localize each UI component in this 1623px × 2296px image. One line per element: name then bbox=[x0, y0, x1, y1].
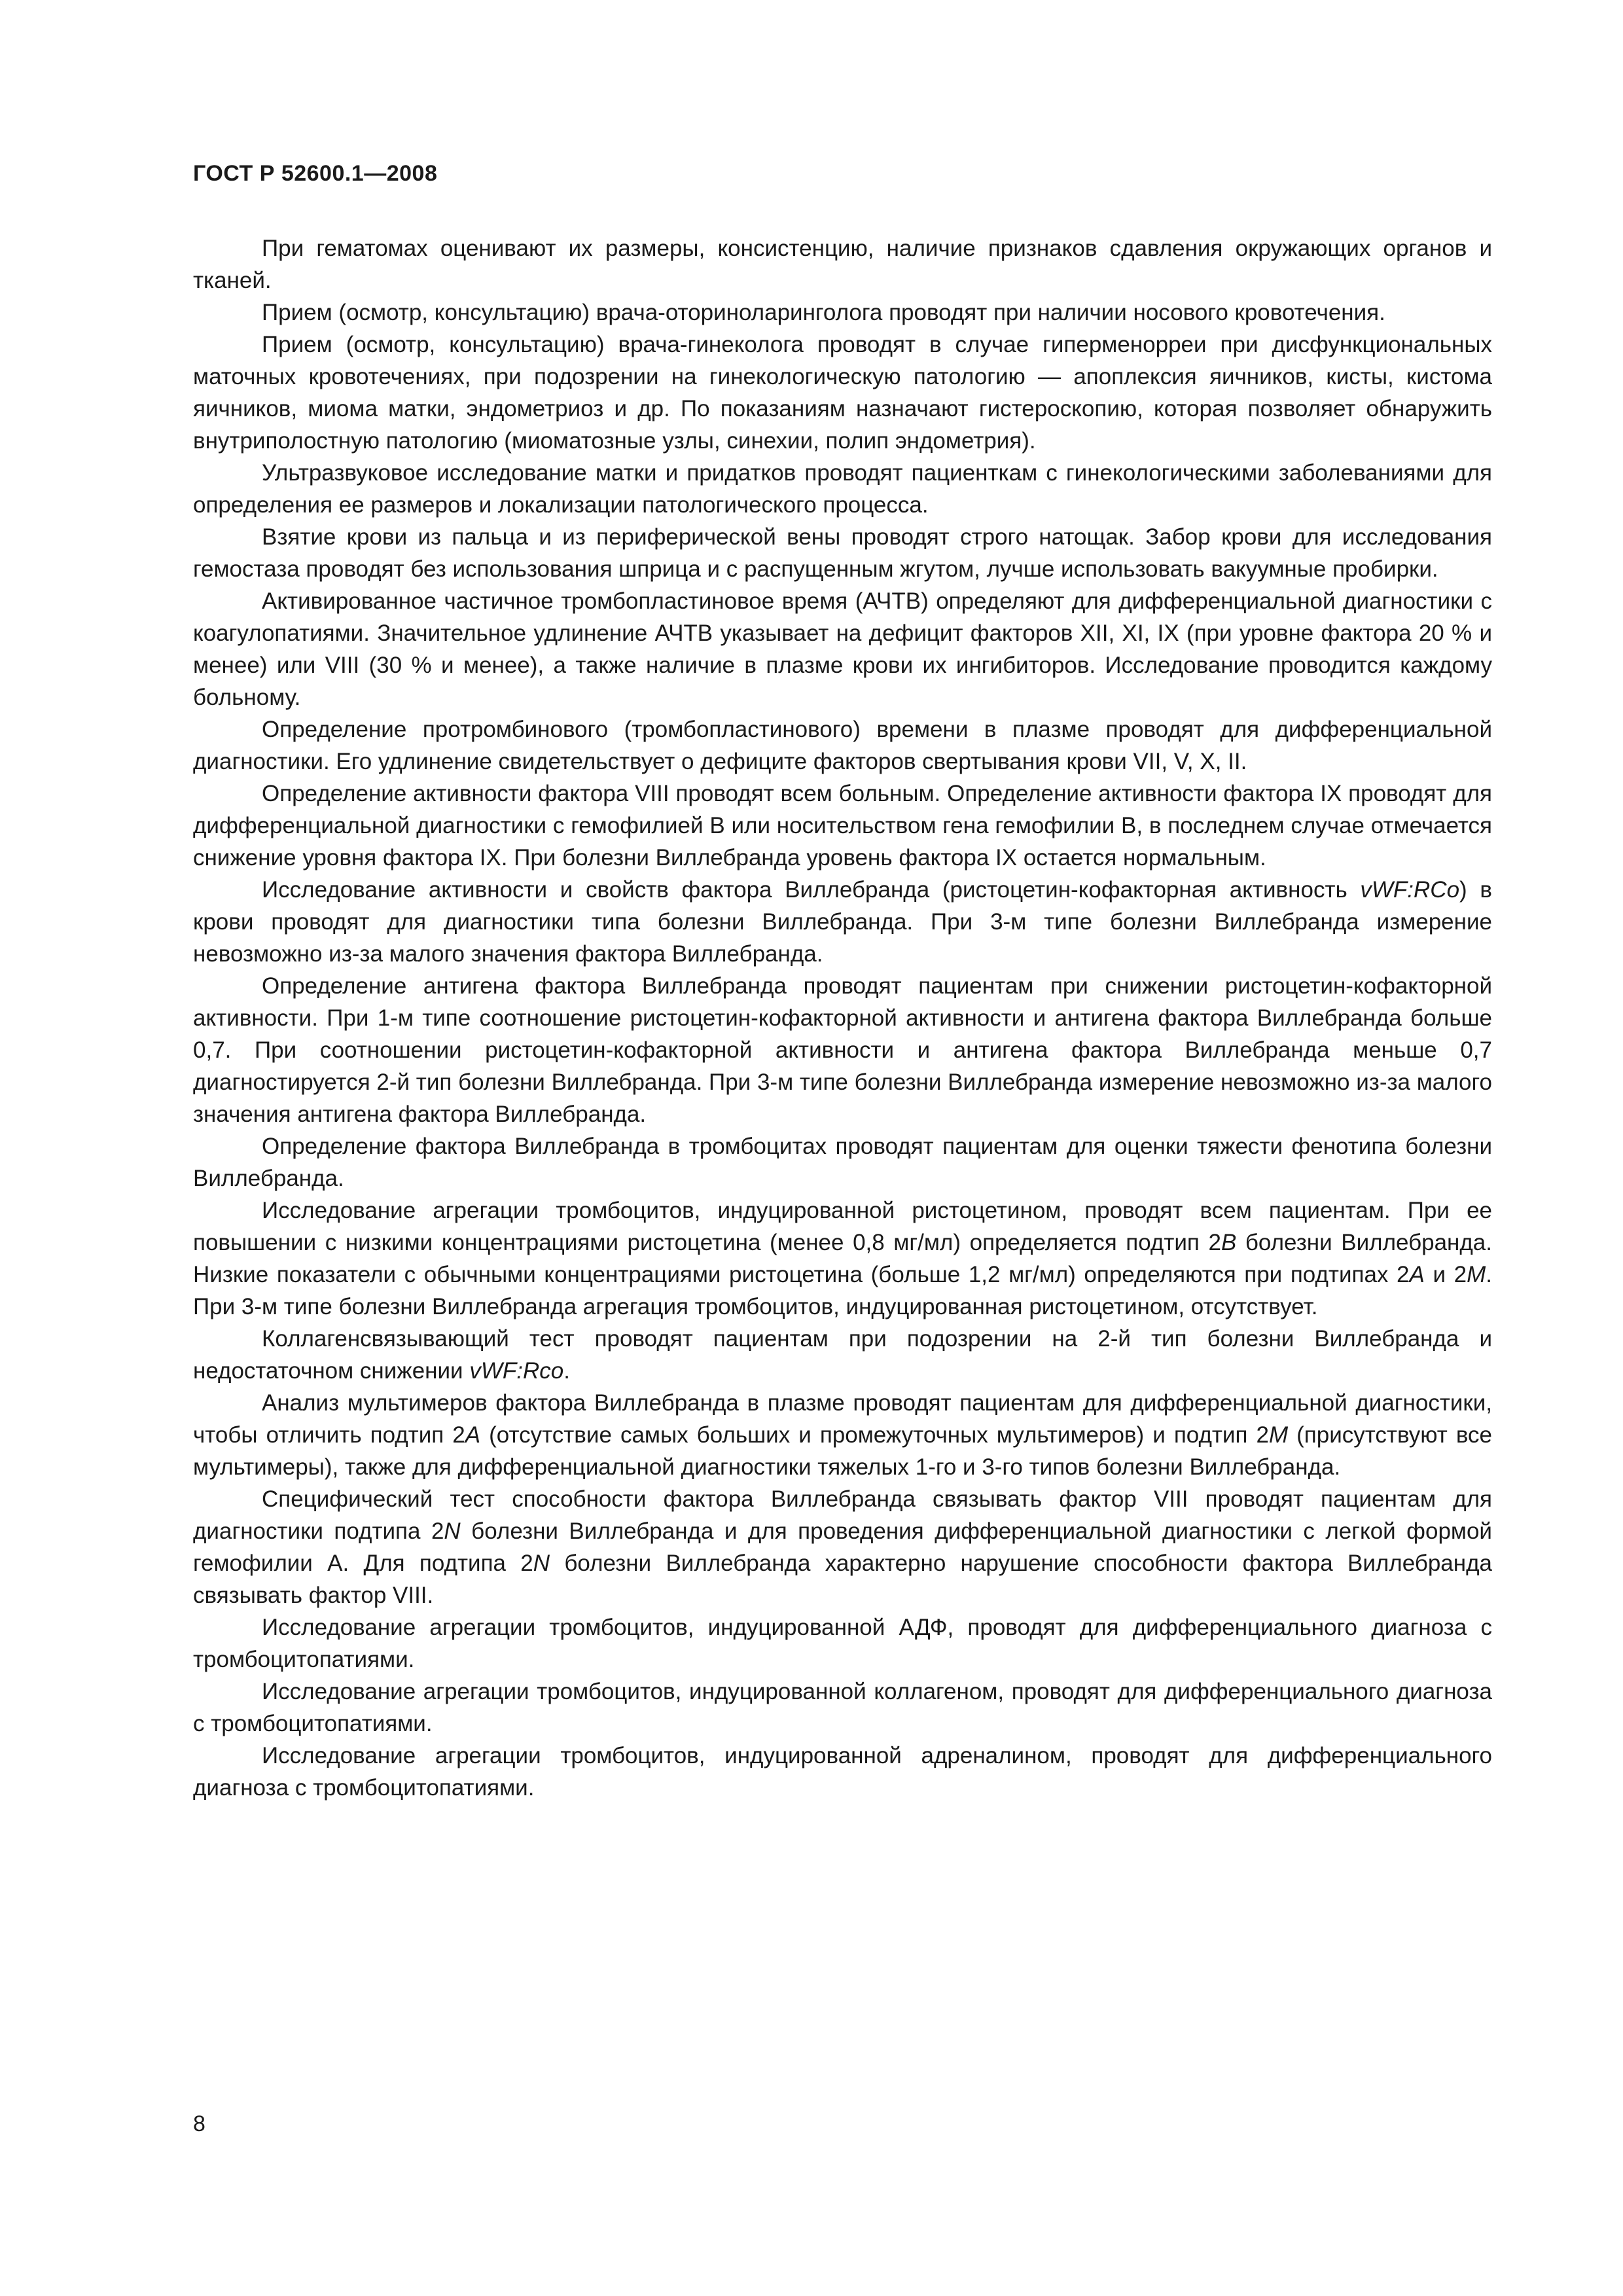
text-run: Определение антигена фактора Виллебранда проводят пациентам при снижении ристоцетин-кофакторной активности. При 1-м типе соотношение ристоцетин-кофакторной активности и антигена фактора Виллебранда больше 0,7. При соотношении ристоцетин-кофакторной активности и антигена фактора Виллебранда меньше 0,7 диагностируется 2-й тип болезни Виллебранда. При 3-м типе болезни Виллебранда измерение невозможно из-за малого значения антигена фактора Виллебранда. bbox=[193, 973, 1492, 1127]
italic-term: A bbox=[465, 1422, 481, 1448]
body-paragraph bbox=[193, 521, 1492, 585]
text-run: (отсутствие самых больших и промежуточных мультимеров) и подтип 2 bbox=[480, 1422, 1269, 1448]
body-paragraph bbox=[193, 1194, 1492, 1323]
text-run: . При 3-м типе болезни Виллебранда агрегация тромбоцитов, индуцированная ристоцетином, отсутствует. bbox=[193, 1262, 1492, 1319]
text-run: и 2 bbox=[1424, 1262, 1467, 1287]
text-run: Исследование активности и свойств фактора Виллебранда (ристоцетин-кофакторная активность bbox=[262, 877, 1361, 903]
text-run: При гематомах оценивают их размеры, консистенцию, наличие признаков сдавления окружающих органов и тканей. bbox=[193, 236, 1492, 293]
text-run: (присутствуют все мультимеры), также для дифференциальной диагностики тяжелых 1-го и 3-го типов болезни Виллебранда. bbox=[193, 1422, 1492, 1480]
text-run: Прием (осмотр, консультацию) врача-оториноларинголога проводят при наличии носового кровотечения. bbox=[262, 300, 1385, 325]
text-run: Коллагенсвязывающий тест проводят пациентам при подозрении на 2-й тип болезни Виллебранда и недостаточном снижении bbox=[193, 1326, 1492, 1384]
text-run: . bbox=[563, 1358, 570, 1384]
text-run: Исследование агрегации тромбоцитов, индуцированной адреналином, проводят для дифференциального диагноза с тромбоцитопатиями. bbox=[193, 1743, 1492, 1801]
italic-term: B bbox=[1221, 1230, 1237, 1255]
text-run: Взятие крови из пальца и из периферической вены проводят строго натощак. Забор крови для исследования гемостаза проводят без использования шприца и с распущенным жгутом, лучше использовать вакуумные пробирки. bbox=[193, 524, 1492, 582]
body-paragraph bbox=[193, 329, 1492, 457]
text-run: Исследование агрегации тромбоцитов, индуцированной АДФ, проводят для дифференциального диагноза с тромбоцитопатиями. bbox=[193, 1615, 1492, 1672]
text-run: болезни Виллебранда характерно нарушение способности фактора Виллебранда связывать фактор VIII. bbox=[193, 1551, 1492, 1608]
body-paragraph bbox=[193, 1483, 1492, 1611]
body-paragraph bbox=[193, 1611, 1492, 1676]
body-paragraph bbox=[193, 1740, 1492, 1804]
body-paragraph bbox=[193, 457, 1492, 521]
body-paragraph bbox=[193, 778, 1492, 874]
body-paragraph bbox=[193, 296, 1492, 329]
body-paragraph bbox=[193, 713, 1492, 778]
text-run: Определение фактора Виллебранда в тромбоцитах проводят пациентам для оценки тяжести фенотипа болезни Виллебранда. bbox=[193, 1134, 1492, 1191]
text-run: болезни Виллебранда и для проведения дифференциальной диагностики с легкой формой гемофилии А. Для подтипа 2 bbox=[193, 1518, 1492, 1576]
body-paragraph bbox=[193, 585, 1492, 713]
text-run: Прием (осмотр, консультацию) врача-гинеколога проводят в случае гиперменорреи при дисфункциональных маточных кровотечениях, при подозрении на гинекологическую патологию — апоплексия яичников, кисты, кистома яичников, миома матки, эндометриоз и др. По показаниям назначают гистероскопию, которая позволяет обнаружить внутриполостную патологию (миоматозные узлы, синехии, полип эндометрия). bbox=[193, 332, 1492, 454]
body-paragraph bbox=[193, 1323, 1492, 1387]
text-run: болезни Виллебранда. Низкие показатели с обычными концентрациями ристоцетина (больше 1,2 мг/мл) определяются при подтипах 2 bbox=[193, 1230, 1493, 1287]
italic-term: A bbox=[1409, 1262, 1425, 1287]
body-paragraph bbox=[193, 1130, 1492, 1194]
italic-term: N bbox=[444, 1518, 461, 1544]
body-paragraph bbox=[193, 232, 1492, 296]
text-run: Исследование агрегации тромбоцитов, индуцированной ристоцетином, проводят всем пациентам. При ее повышении с низкими концентрациями ристоцетина (менее 0,8 мг/мл) определяется подтип 2 bbox=[193, 1198, 1492, 1255]
body-paragraph bbox=[193, 1387, 1492, 1483]
italic-term: M bbox=[1467, 1262, 1486, 1287]
text-run: ) в крови проводят для диагностики типа болезни Виллебранда. При 3-м типе болезни Виллебранда измерение невозможно из-за малого значения фактора Виллебранда. bbox=[193, 877, 1492, 967]
text-run: Определение протромбинового (тромбопластинового) времени в плазме проводят для дифференциальной диагностики. Его удлинение свидетельствует о дефиците факторов свертывания крови VII, V, X, II. bbox=[193, 717, 1492, 774]
page-number: 8 bbox=[193, 2111, 205, 2136]
text-run: Специфический тест способности фактора Виллебранда связывать фактор VIII проводят пациентам для диагностики подтипа 2 bbox=[193, 1486, 1492, 1544]
italic-term: vWF:Rco bbox=[469, 1358, 564, 1384]
italic-term: M bbox=[1268, 1422, 1289, 1448]
body-paragraph bbox=[193, 874, 1492, 970]
italic-term: N bbox=[533, 1551, 550, 1576]
text-run: Определение активности фактора VIII проводят всем больным. Определение активности фактора IX проводят для дифференциальной диагностики с гемофилией В или носительством гена гемофилии В, в последнем случае отмечается снижение уровня фактора IX. При болезни Виллебранда уровень фактора IX остается нормальным. bbox=[193, 781, 1492, 870]
text-run: Активированное частичное тромбопластиновое время (АЧТВ) определяют для дифференциальной диагностики с коагулопатиями. Значительное удлинение АЧТВ указывает на дефицит факторов XII, XI, IX (при уровне фактора 20 % и менее) или VIII (30 % и менее), а также наличие в плазме крови их ингибиторов. Исследование проводится каждому больному. bbox=[193, 588, 1492, 710]
body-text bbox=[193, 232, 1492, 1804]
text-run: Ультразвуковое исследование матки и придатков проводят пациенткам с гинекологическими заболеваниями для определения ее размеров и локализации патологического процесса. bbox=[193, 460, 1492, 518]
body-paragraph bbox=[193, 1676, 1492, 1740]
italic-term: vWF:RCo bbox=[1360, 877, 1460, 903]
standard-designation: ГОСТ Р 52600.1—2008 bbox=[193, 161, 438, 186]
text-run: Анализ мультимеров фактора Виллебранда в плазме проводят пациентам для дифференциальной диагностики, чтобы отличить подтип 2 bbox=[193, 1390, 1492, 1448]
body-paragraph bbox=[193, 970, 1492, 1130]
text-run: Исследование агрегации тромбоцитов, индуцированной коллагеном, проводят для дифференциального диагноза с тромбоцитопатиями. bbox=[193, 1679, 1492, 1736]
